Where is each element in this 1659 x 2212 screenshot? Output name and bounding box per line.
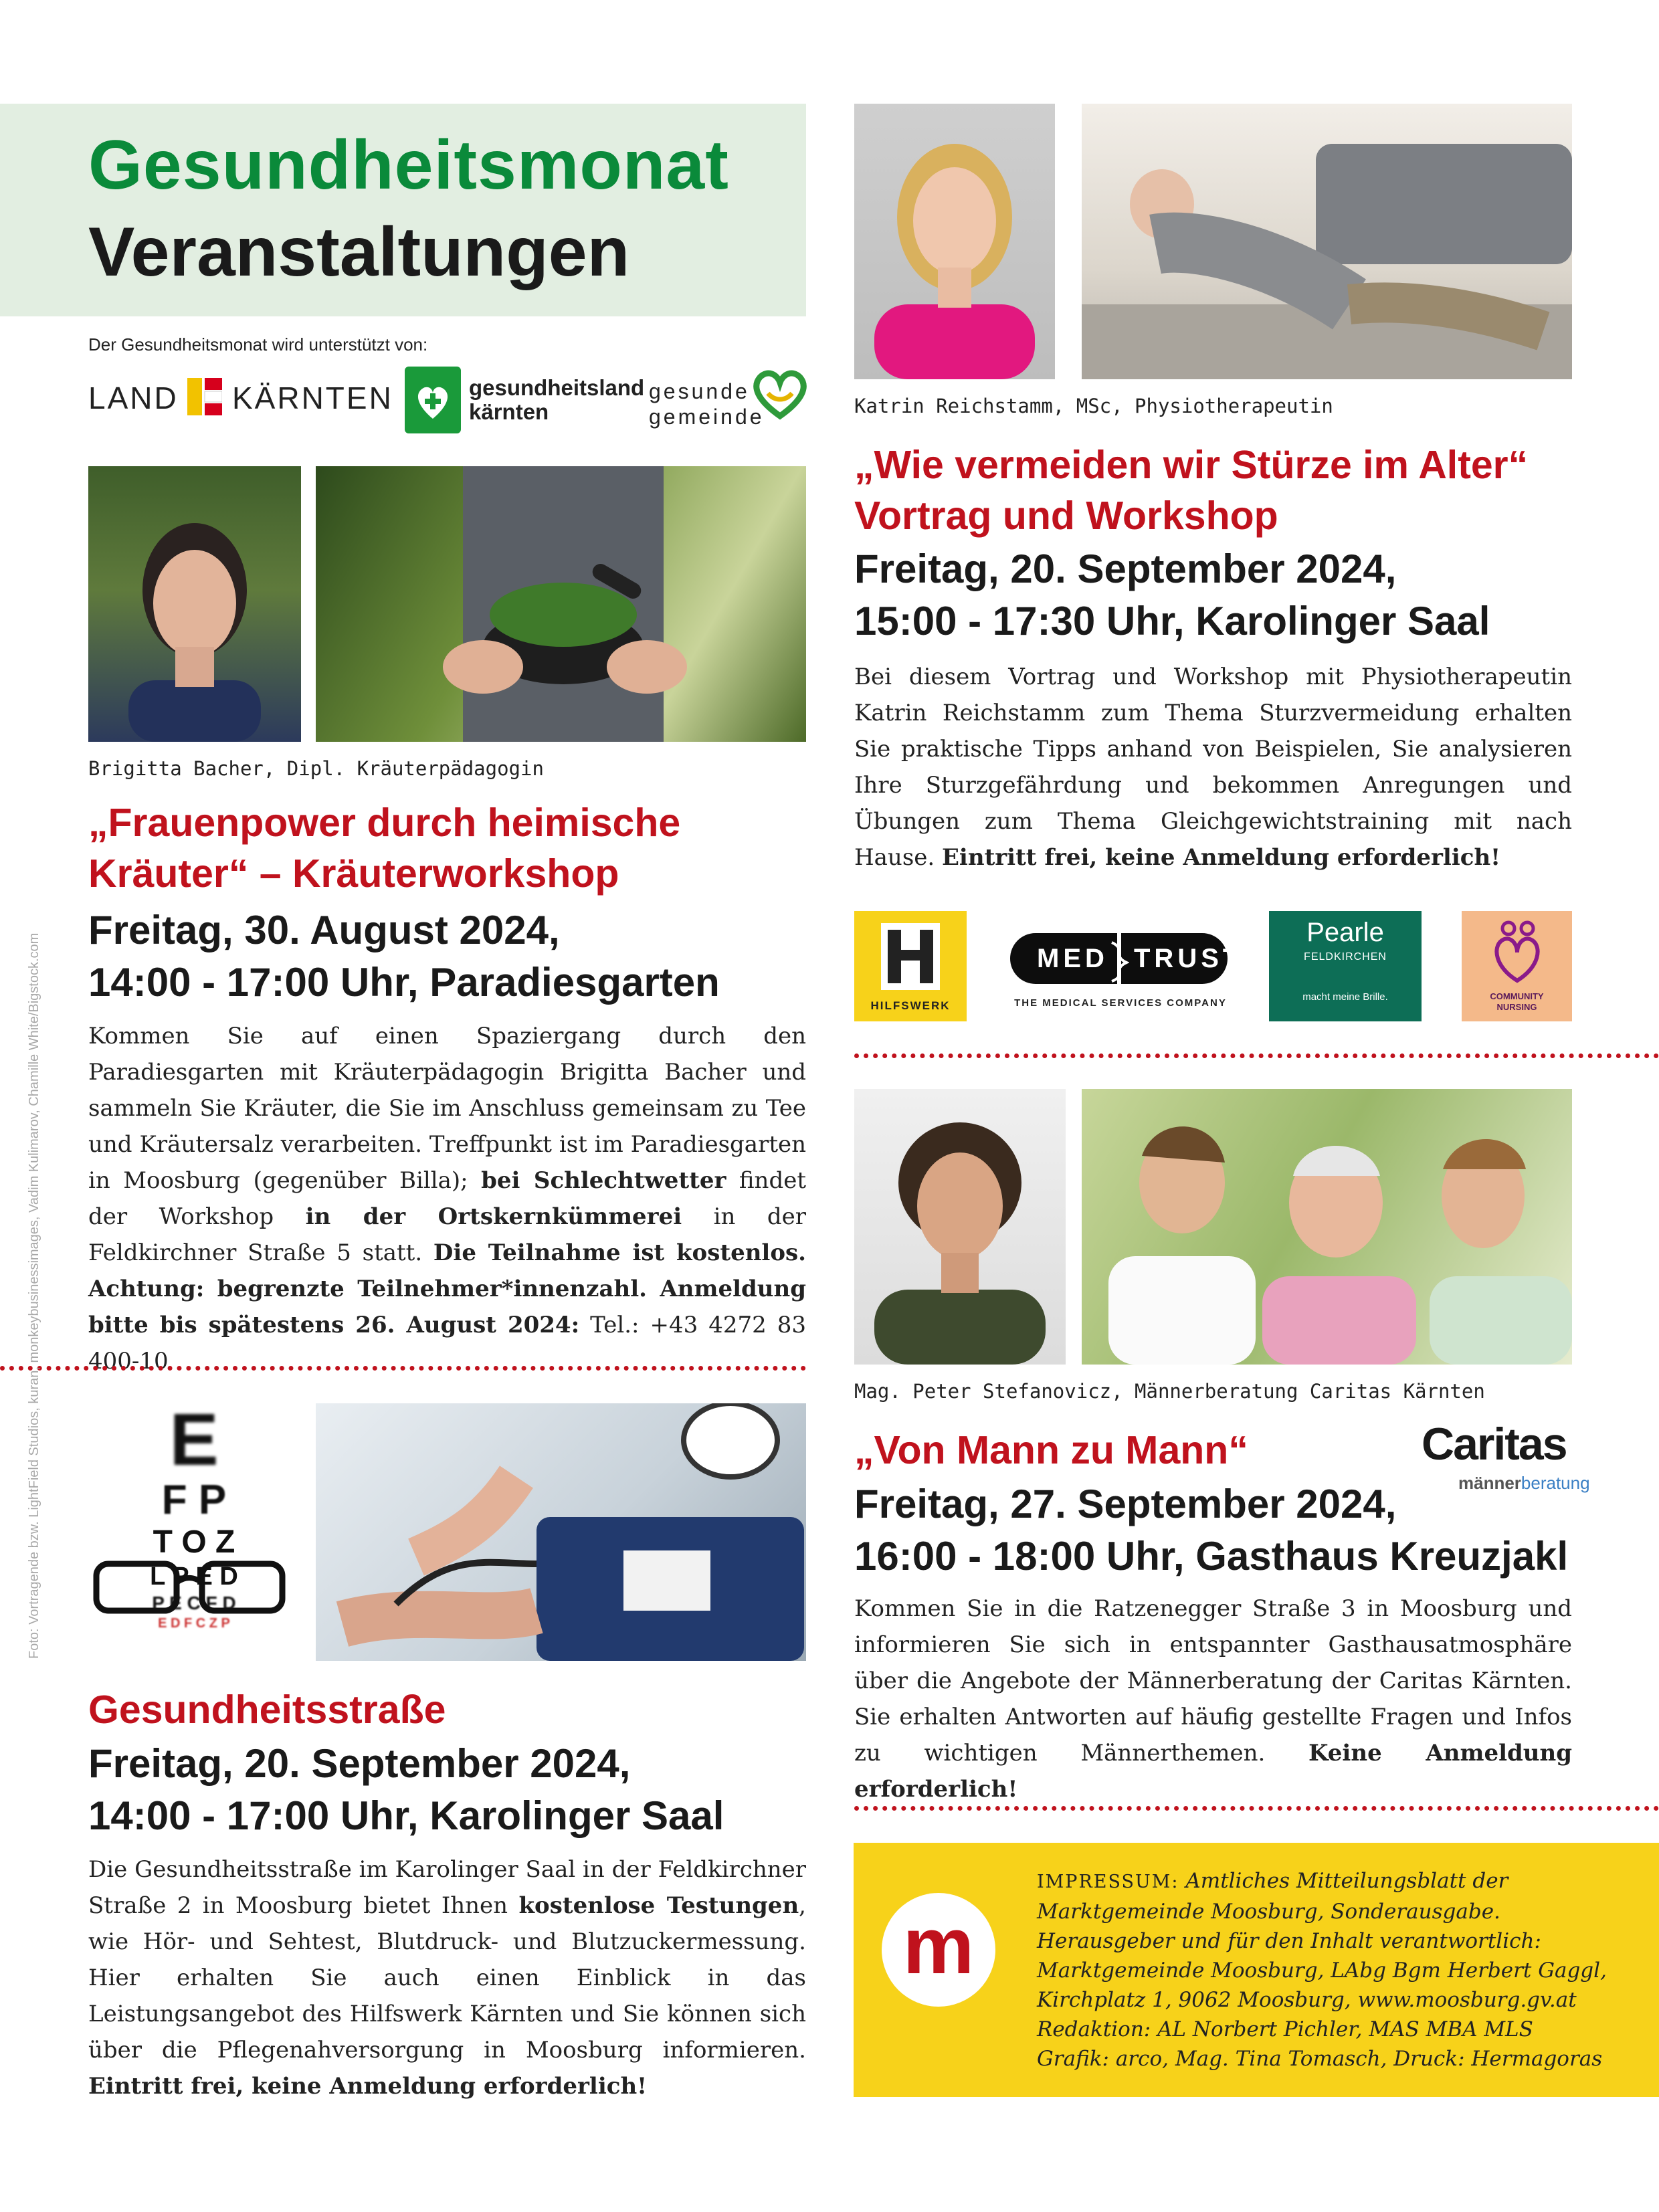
event1-date: Freitag, 30. August 2024, 14:00 - 17:00 Uhr, Paradiesgarten	[88, 908, 720, 1005]
photo-three-men	[1082, 1089, 1572, 1365]
event4-title: „Von Mann zu Mann“	[854, 1428, 1248, 1472]
portrait-peter-stefanovicz	[854, 1089, 1066, 1365]
portrait-icon	[854, 1089, 1066, 1365]
divider-right-2	[854, 1806, 1659, 1811]
glasses-icon	[88, 1550, 300, 1624]
eye-chart-photo	[88, 1403, 300, 1661]
eye-chart-row: E	[169, 1403, 219, 1481]
portrait-icon	[88, 466, 301, 742]
event1-body: Kommen Sie auf einen Spaziergang durch den Paradiesgarten mit Kräuterpädagogin Brigitta Bacher und sammeln Sie Kräuter, die Sie im Anschluss gemeinsam zu Tee und Kräutersalz verarbeiten. Treffpunkt ist im Paradiesgarten in Moosburg (gegenüber Billa); bei Schlechtwetter findet der Workshop in der Ortskernkümmerei in der Feldkirchner Straße 5 statt. Die Teilnahme ist kostenlos. Achtung: begrenzte Teilnehmer*innenzahl. Anmeldung bitte bis spätestens 26. August 2024: Tel.: +43 4272 83 400-10	[88, 1023, 807, 1375]
page-title: Gesundheitsmonat	[88, 126, 729, 204]
divider-left-1	[0, 1366, 806, 1371]
event3-date: Freitag, 20. September 2024, 15:00 - 17:30 Uhr, Karolinger Saal	[854, 546, 1490, 643]
divider-right-1	[854, 1053, 1659, 1058]
blood-pressure-icon	[316, 1403, 806, 1661]
caritas-logo: Caritas männerberatung	[1422, 1419, 1590, 1493]
caption-event1: Brigitta Bacher, Dipl. Kräuterpädagogin	[88, 757, 544, 780]
caption-event4: Mag. Peter Stefanovicz, Männerberatung Caritas Kärnten	[854, 1380, 1485, 1403]
kaernten-flag-icon	[187, 378, 222, 415]
fallen-senior-icon	[1082, 104, 1572, 379]
eye-chart-row: P E C F D	[152, 1593, 236, 1613]
medtrust-logo: MED TRUST THE MEDICAL SERVICES COMPANY	[1010, 933, 1231, 1013]
hilfswerk-logo: HILFSWERK	[854, 911, 967, 1021]
portrait-icon	[854, 104, 1055, 379]
eye-chart-row: L P E D	[150, 1563, 238, 1591]
eye-chart-row: F P	[161, 1477, 227, 1523]
photo-herb-mortar	[316, 466, 806, 742]
moosburg-logo-letter: m	[902, 1901, 975, 1991]
event3-title: „Wie vermeiden wir Stürze im Alter“ Vortrag und Workshop	[854, 443, 1529, 538]
page-subtitle: Veranstaltungen	[88, 213, 630, 291]
herb-mortar-icon	[316, 466, 806, 742]
event2-date: Freitag, 20. September 2024, 14:00 - 17:00 Uhr, Karolinger Saal	[88, 1741, 724, 1838]
event2-body: Die Gesundheitsstraße im Karolinger Saal in der Feldkirchner Straße 2 in Moosburg bietet Ihnen kostenlose Testungen, wie Hör- und Sehtest, Blutdruck- und Blutzuckermessung. Hier erhalten Sie auch einen Einblick in das Leistungsangebot des Hilfswerk Kärnten und Sie können sich über die Pflegenahversorgung in Moosburg informieren. Eintritt frei, keine Anmeldung erforderlich!	[88, 1856, 807, 2100]
gesundheitsland-icon	[405, 367, 461, 433]
heart-icon	[748, 367, 812, 420]
eye-chart-row: E D F C Z P	[158, 1616, 230, 1631]
event1-title: „Frauenpower durch heimische Kräuter“ – Kräuterworkshop	[88, 801, 681, 896]
event2-title: Gesundheitsstraße	[88, 1688, 446, 1732]
caduceus-icon	[1109, 929, 1129, 989]
event4-date: Freitag, 27. September 2024, 16:00 - 18:00 Uhr, Gasthaus Kreuzjakl	[854, 1482, 1569, 1579]
moosburg-logo-icon	[882, 1893, 995, 2007]
photo-blood-pressure	[316, 1403, 806, 1661]
event3-body: Bei diesem Vortrag und Workshop mit Physiotherapeutin Katrin Reichstamm zum Thema Sturzvermeidung erhalten Sie praktische Tipps anhand von Beispielen, Sie analysieren Ihre Sturzgefährdung und bekommen Anregungen und Übungen zum Thema Gleichgewichtstraining mit nach Hause. Eintritt frei, keine Anmeldung erforderlich!	[854, 664, 1572, 871]
gesundheitsland-logo: gesundheitsland kärnten	[405, 367, 625, 433]
pearle-logo: Pearle FELDKIRCHEN macht meine Brille.	[1269, 911, 1422, 1021]
event4-body: Kommen Sie in die Ratzenegger Straße 3 in Moosburg und informieren Sie sich in entspannter Gasthausatmosphäre über die Angebote der Männerberatung der Caritas Kärnten. Sie erhalten Antworten auf häufig gestellte Fragen und Infos zu wichtigen Männerthemen. Keine Anmeldung erforderlich!	[854, 1595, 1572, 1803]
portrait-katrin-reichstamm	[854, 104, 1055, 379]
caption-event3: Katrin Reichstamm, MSc, Physiotherapeutin	[854, 395, 1333, 417]
community-nursing-logo: COMMUNITY NURSING	[1462, 911, 1572, 1021]
hilfswerk-icon	[881, 923, 940, 990]
supported-by: Der Gesundheitsmonat wird unterstützt von:	[88, 334, 428, 355]
three-men-icon	[1082, 1089, 1572, 1365]
photo-fallen-senior	[1082, 104, 1572, 379]
eye-chart-row: T O Z	[153, 1524, 235, 1560]
portrait-brigitta-bacher	[88, 466, 301, 742]
community-nursing-icon	[1488, 920, 1546, 985]
land-kaernten-logo: LAND KÄRNTEN	[88, 375, 376, 421]
impressum-text: IMPRESSUM: Amtliches Mitteilungsblatt der Marktgemeinde Moosburg, Sonderausgabe. Herausgeber und für den Inhalt verantwortlich: Marktgemeinde Moosburg, LAbg Bgm Herbert Gaggl, Kirchplatz 1, 9062 Moosburg, www.moosburg.gv.at Redaktion: AL Norbert Pichler, MAS MBA MLS Grafik: arco, Mag. Tina Tomasch, Druck: Hermagoras	[1037, 1869, 1607, 2071]
gesunde-gemeinde-logo: gesunde gemeinde	[649, 367, 816, 433]
photo-credit: Foto: Vortragende bzw. LightField Studios, kuran, monkeybusinessimages, Vadim Kulimarov, Chamille White/Bigstock.com	[27, 932, 41, 1659]
